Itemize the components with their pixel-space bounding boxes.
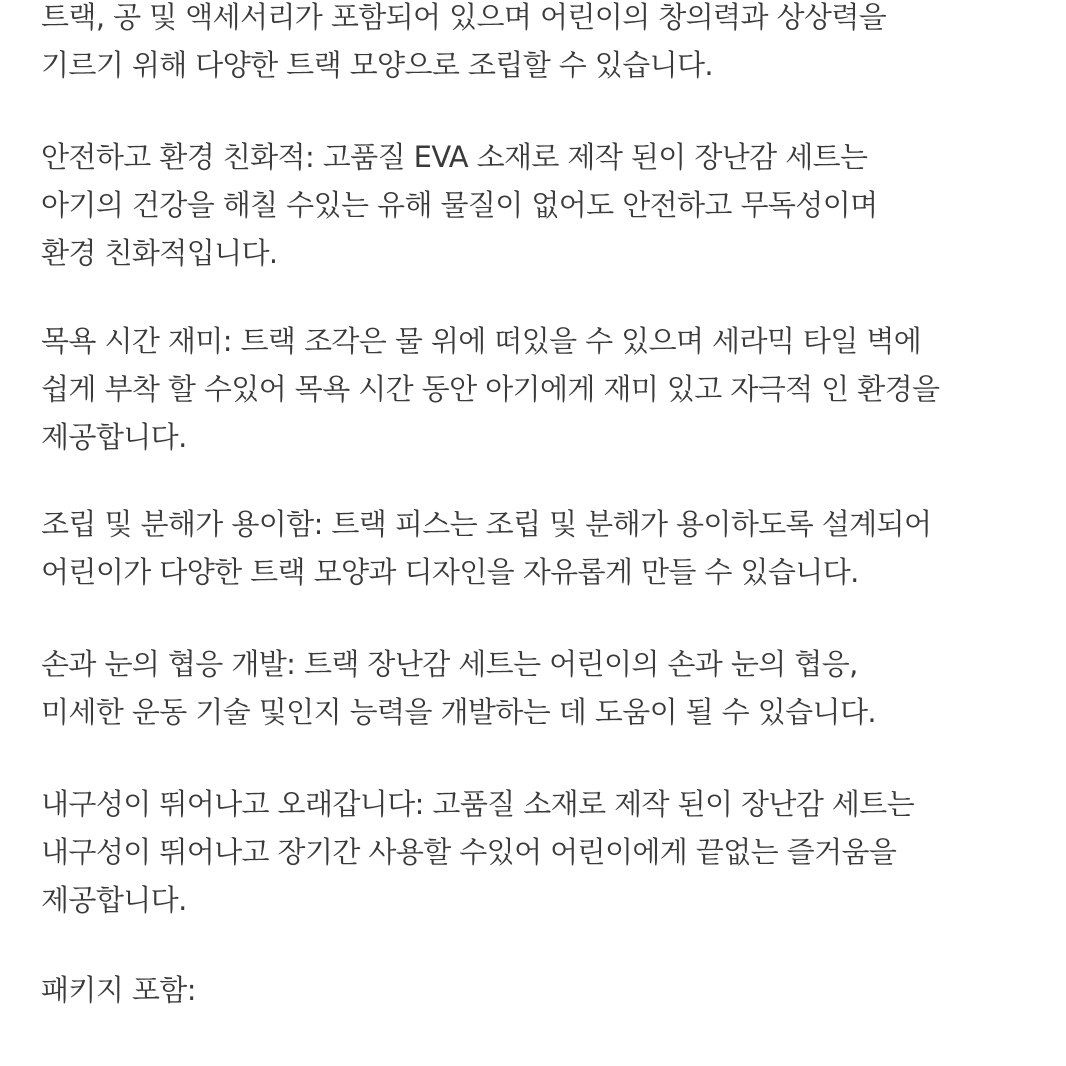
paragraph-durability (41, 780, 1061, 924)
text-line: 안전하고 환경 친화적: 고품질 EVA 소재로 제작 된이 장난감 세트는 (41, 140, 868, 174)
paragraph-package (41, 966, 1061, 1014)
text-line: 목욕 시간 재미: 트랙 조각은 물 위에 떠있을 수 있으며 세라믹 타일 벽에 (41, 324, 922, 358)
text-line: 패키지 포함: (41, 973, 196, 1007)
text-line: 아기의 건강을 해칠 수있는 유해 물질이 없어도 안전하고 무독성이며 (41, 188, 878, 222)
text-line: 제공합니다. (41, 883, 187, 917)
text-line: 손과 눈의 협응 개발: 트랙 장난감 세트는 어린이의 손과 눈의 협응, (41, 647, 858, 681)
text-line: 미세한 운동 기술 및인지 능력을 개발하는 데 도움이 될 수 있습니다. (41, 695, 876, 729)
paragraph-assembly (41, 500, 1061, 596)
text-line: 쉽게 부착 할 수있어 목욕 시간 동안 아기에게 재미 있고 자극적 인 환경을 (41, 372, 940, 406)
text-line: 어린이가 다양한 트랙 모양과 디자인을 자유롭게 만들 수 있습니다. (41, 555, 859, 589)
text-line: 내구성이 뛰어나고 오래갑니다: 고품질 소재로 제작 된이 장난감 세트는 (41, 787, 915, 821)
text-line: 제공합니다. (41, 420, 187, 454)
paragraph-intro (41, 0, 1061, 89)
text-line: 환경 친화적입니다. (41, 236, 278, 270)
paragraph-coordination (41, 640, 1061, 736)
text-line: 기르기 위해 다양한 트랙 모양으로 조립할 수 있습니다. (41, 48, 714, 82)
paragraph-bath-time (41, 317, 1061, 461)
text-line: 내구성이 뛰어나고 장기간 사용할 수있어 어린이에게 끝없는 즐거움을 (41, 835, 897, 869)
text-line: 조립 및 분해가 용이함: 트랙 피스는 조립 및 분해가 용이하도록 설계되어 (41, 507, 932, 541)
paragraph-safety (41, 133, 1061, 277)
text-line: 트랙, 공 및 액세서리가 포함되어 있으며 어린이의 창의력과 상상력을 (41, 0, 887, 34)
